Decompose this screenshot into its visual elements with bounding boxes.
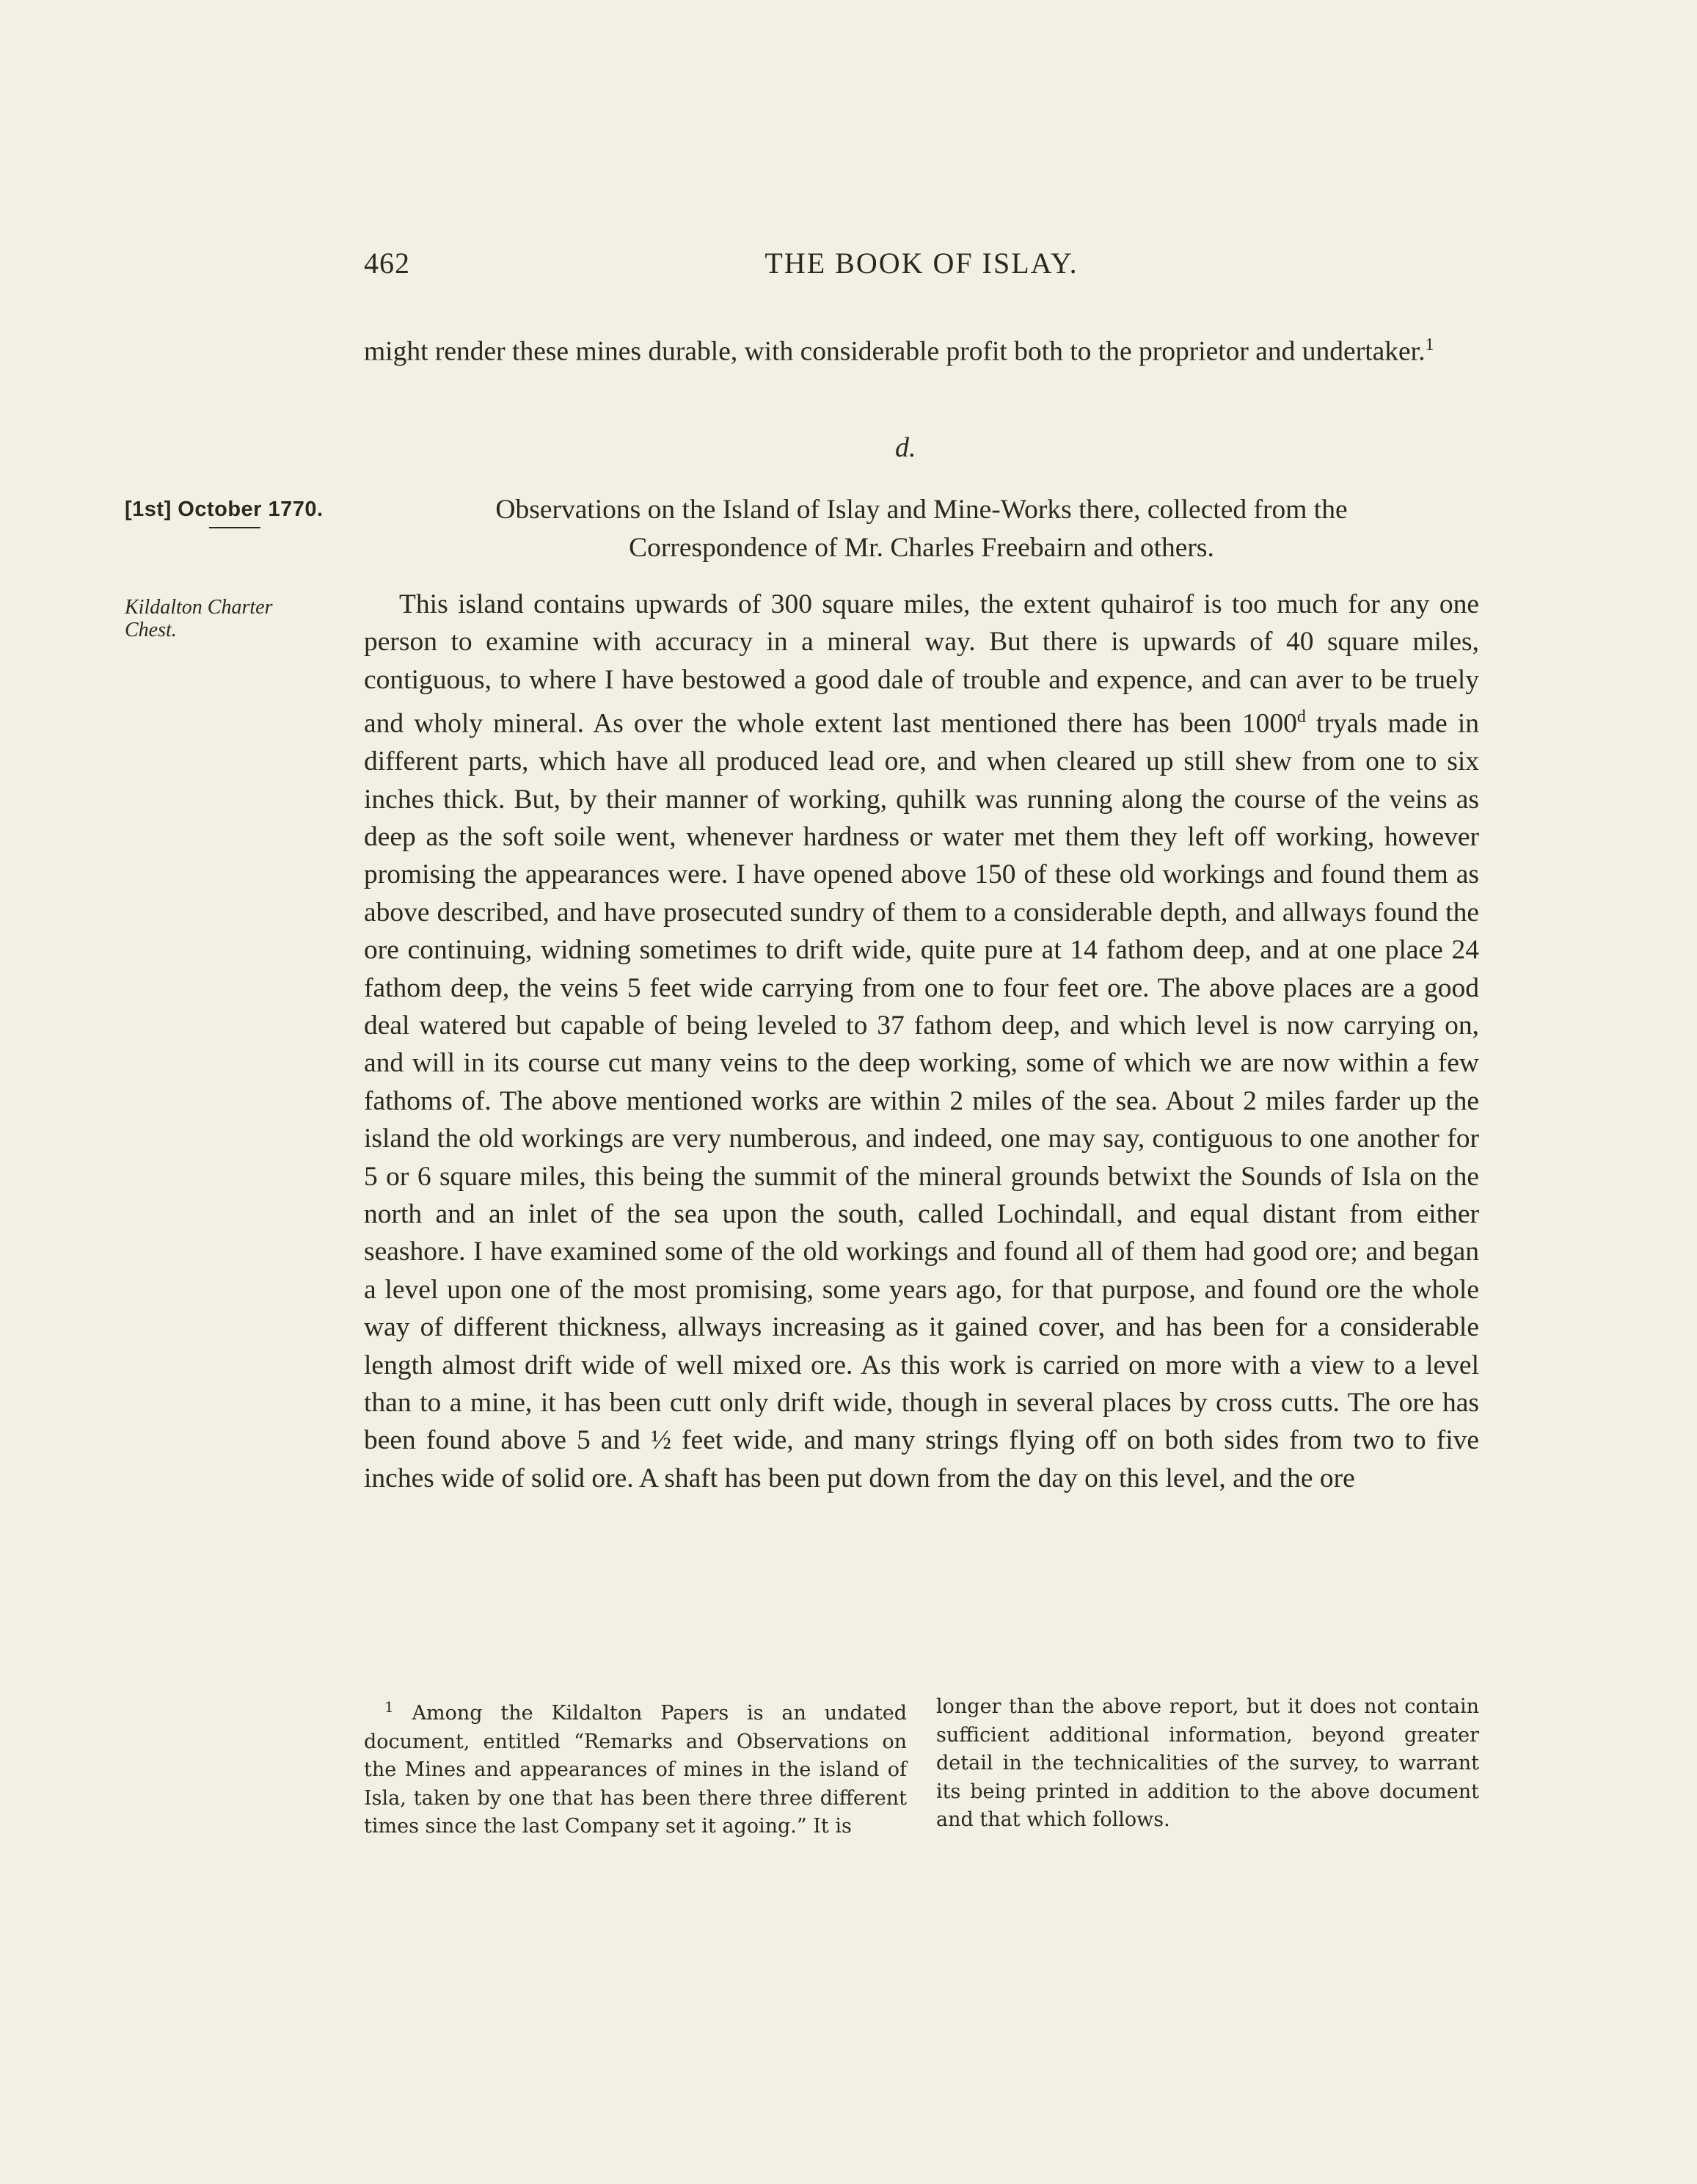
footnote-reference: 1 — [1425, 335, 1434, 354]
section-letter: d. — [895, 432, 916, 463]
date-underline — [209, 527, 260, 528]
footnote-column-1 — [364, 1693, 907, 1841]
observation-title — [364, 491, 1479, 567]
continuation-paragraph — [364, 327, 1479, 371]
margin-source-line-2: Chest. — [125, 619, 177, 641]
footnote-column-2 — [936, 1693, 1479, 1841]
margin-source-line-1: Kildalton Charter — [125, 596, 273, 619]
body-superscript: d — [1296, 707, 1306, 727]
body-fraction: ½ — [650, 1425, 672, 1456]
continuation-text: might render these mines durable, with considerable profit both to the proprietor and undertaker. — [364, 336, 1426, 367]
margin-date — [125, 498, 324, 522]
body-text-b: tryals made in different parts, which have all produced lead ore, and when cleared up still shew from one to six inches thick. But, by their manner of working, quhilk was running along the course of the veins as deep as the soft soile went, whenever hardness or water met them they left off working, however promising the appearances were. I have opened above 150 of these old workings and found them as above described, and have prosecuted sundry of them to a considerable depth, and allways found the ore continuing, widning sometimes to drift wide, quite pure at 14 fathom deep, and at one place 24 fathom deep, the veins 5 feet wide carrying from one to four feet ore. The above places are a good deal watered but capable of being leveled to 37 fathom deep, and which level is now carrying on, and will in its course cut many veins to the deep working, some of which we are now within a few fathoms of. The above mentioned works are within 2 miles of the sea. About 2 miles farder up the island the old workings are very numberous, and indeed, one may say, contiguous to one another for 5 or 6 square miles, this being the summit of the mineral grounds betwixt the Sounds of Isla on the north and an inlet of the sea upon the south, called Lochindall, and equal distant from either seashore. I have examined some of the old workings and found all of them had good ore; and began a level upon one of the most promising, some years ago, for that purpose, and found ore the whole way of different thickness, allways increasing as it gained cover, and has been for a considerable length almost drift wide of well mixed ore. As this work is carried on more with a view to a level than to a mine, it has been cutt only drift wide, though in several places by cross cutts. The ore has been found above 5 and — [364, 708, 1479, 1456]
page-header — [364, 246, 1479, 290]
page-number: 462 — [364, 247, 410, 280]
body-text-c: feet wide, and many strings flying off on both sides from two to five inches wide of solid ore. A shaft has been put down from the day on this level, and the ore — [364, 1425, 1480, 1493]
margin-source-note — [125, 596, 272, 641]
margin-date-text: [1st] October 1770. — [125, 498, 324, 521]
footnote-text-1: Among the Kildalton Papers is an undated document, entitled “Remarks and Observations on the Mines and appearances of mines in the island of Isla, taken by one that has been there three different times since the last Company set it agoing.” It is — [364, 1702, 907, 1838]
body-paragraph — [364, 586, 1479, 1497]
observation-title-line-1: Observations on the Island of Islay and Mine-Works there, collected from the — [495, 495, 1348, 525]
footnote-text-2: longer than the above report, but it does not contain sufficient additional information, beyond greater detail in the technicalities of the survey, to warrant its being printed in addition to the above document and that which follows. — [936, 1695, 1479, 1831]
running-title: THE BOOK OF ISLAY. — [764, 247, 1079, 280]
footnote-mark: 1 — [384, 1698, 394, 1716]
body-text-a: This island contains upwards of 300 square miles, the extent quhairof is too much for any one person to examine with accuracy in a mineral way. But there is upwards of 40 square miles, contiguous, to where I have bestowed a good dale of trouble and expence, and can aver to be truely and wholy mineral. As over the whole extent last mentioned there has been 1000 — [364, 589, 1479, 739]
footnotes — [364, 1693, 1479, 1841]
observation-title-line-2: Correspondence of Mr. Charles Freebairn and others. — [629, 533, 1214, 563]
